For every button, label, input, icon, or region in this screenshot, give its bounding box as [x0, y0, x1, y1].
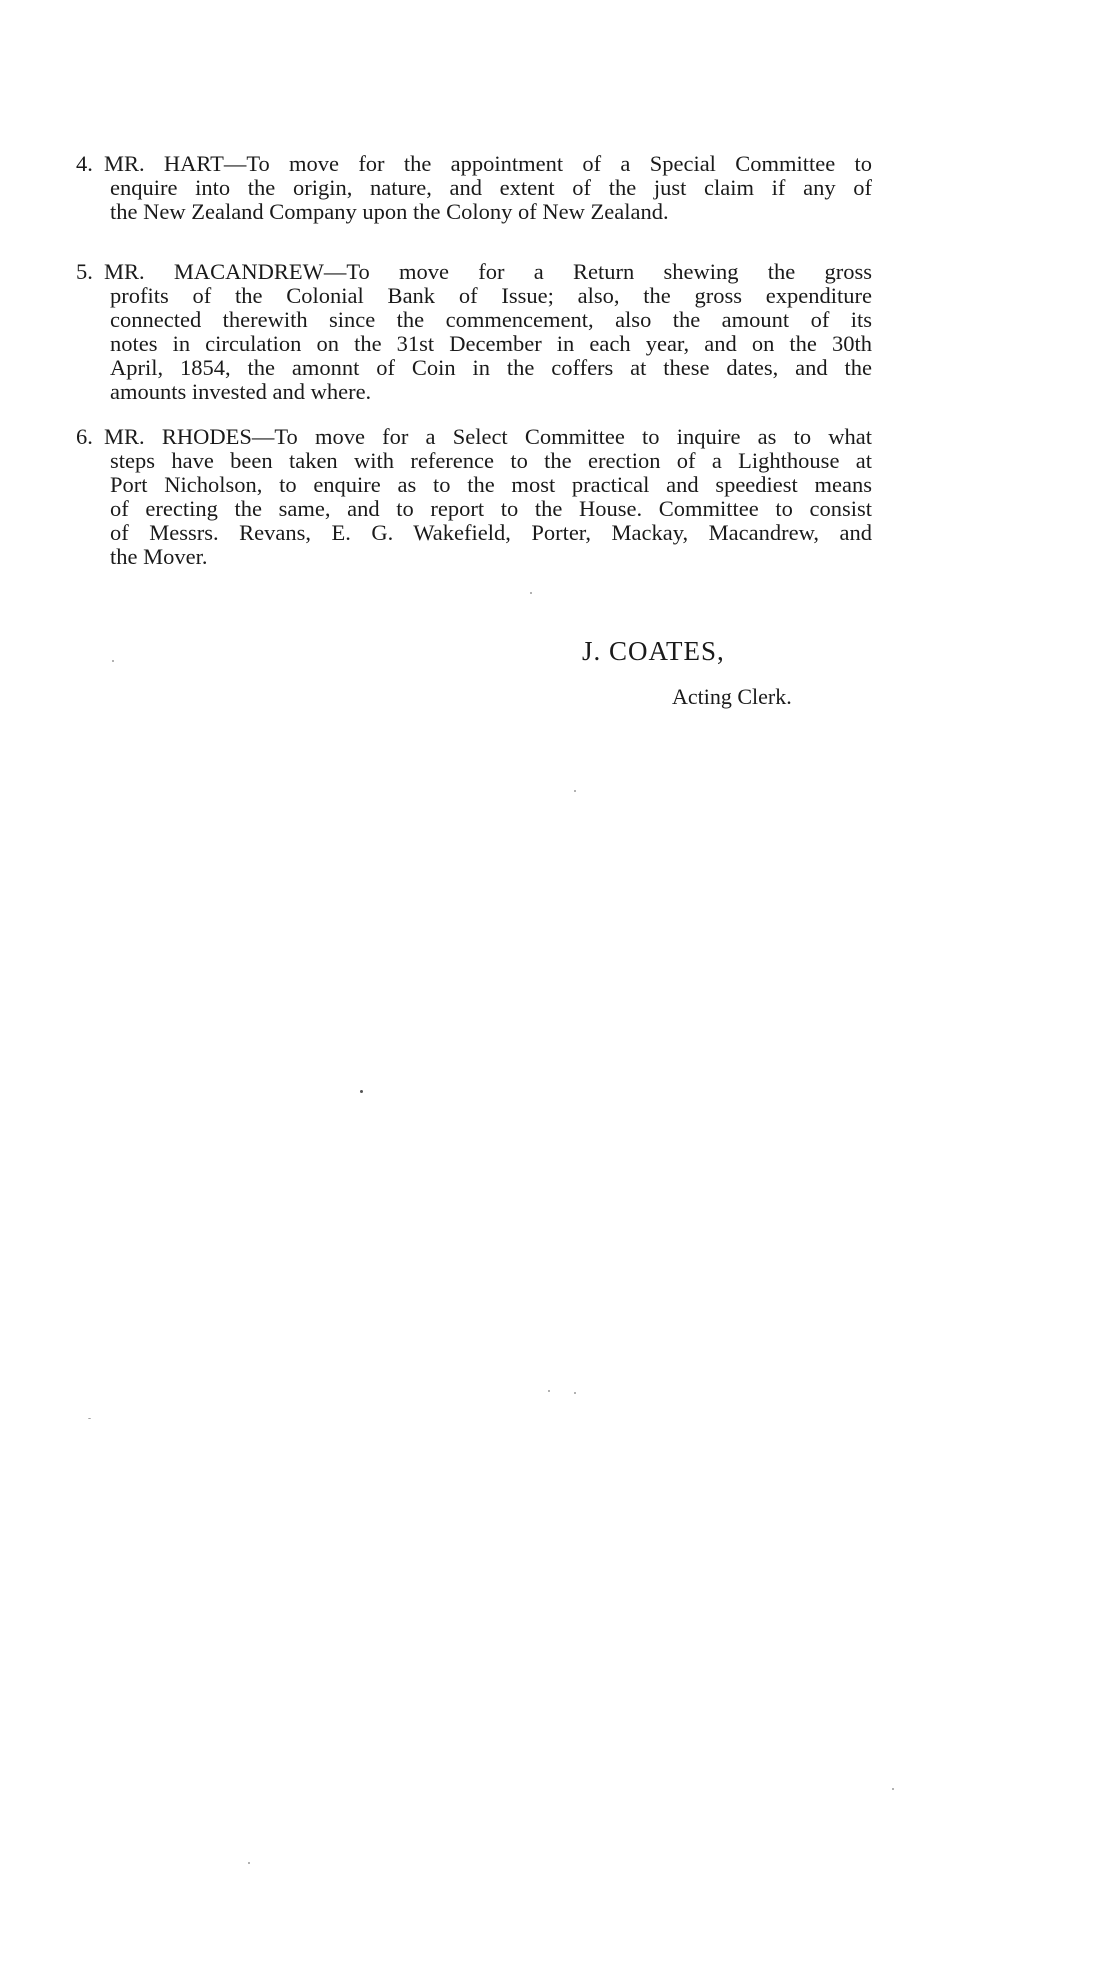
scan-speck	[248, 1862, 250, 1864]
motion-body	[76, 284, 872, 404]
signature-title: Acting Clerk.	[672, 684, 792, 709]
motion-line: notes in circulation on the 31st December in each year, and on the 30th	[110, 331, 872, 356]
motion-line: enquire into the origin, nature, and extent of the just claim if any of	[110, 175, 872, 200]
scan-speck	[88, 1418, 91, 1419]
scan-speck	[574, 790, 576, 792]
motion-number: 6.	[76, 424, 93, 449]
motion-heading-text: MR. RHODES—To move for a Select Committee to inquire as to what	[104, 424, 872, 449]
motion-line: the Mover.	[110, 544, 208, 569]
motion-line: steps have been taken with reference to the erection of a Lighthouse at	[110, 448, 872, 473]
scan-speck	[360, 1090, 363, 1093]
motion-body	[76, 449, 872, 569]
scan-speck	[574, 1392, 576, 1394]
scan-speck	[892, 1788, 894, 1790]
motion-line: profits of the Colonial Bank of Issue; also, the gross expenditure	[110, 283, 872, 308]
motion-line: amounts invested and where.	[110, 379, 372, 404]
scan-speck	[112, 660, 114, 662]
motion-line: the New Zealand Company upon the Colony of New Zealand.	[110, 199, 669, 224]
motion-item-4	[76, 152, 872, 224]
motion-line: connected therewith since the commencement, also the amount of its	[110, 307, 872, 332]
scan-speck	[530, 592, 532, 594]
motion-heading-text: MR. HART—To move for the appointment of a Special Committee to	[104, 151, 872, 176]
motion-body	[76, 176, 872, 224]
motion-first-line	[76, 260, 872, 284]
motion-first-line	[76, 152, 872, 176]
motion-line: of Messrs. Revans, E. G. Wakefield, Porter, Mackay, Macandrew, and	[110, 520, 872, 545]
motion-item-5	[76, 260, 872, 404]
motion-line: April, 1854, the amonnt of Coin in the coffers at these dates, and the	[110, 355, 872, 380]
motion-number: 4.	[76, 151, 93, 176]
motion-number: 5.	[76, 259, 93, 284]
motion-line: Port Nicholson, to enquire as to the most practical and speediest means	[110, 472, 872, 497]
motion-first-line	[76, 425, 872, 449]
motion-heading-text: MR. MACANDREW—To move for a Return shewing the gross	[104, 259, 872, 284]
signature-name: J. COATES,	[582, 636, 725, 666]
motion-line: of erecting the same, and to report to the House. Committee to consist	[110, 496, 872, 521]
motion-item-6	[76, 425, 872, 569]
scan-speck	[548, 1390, 550, 1392]
